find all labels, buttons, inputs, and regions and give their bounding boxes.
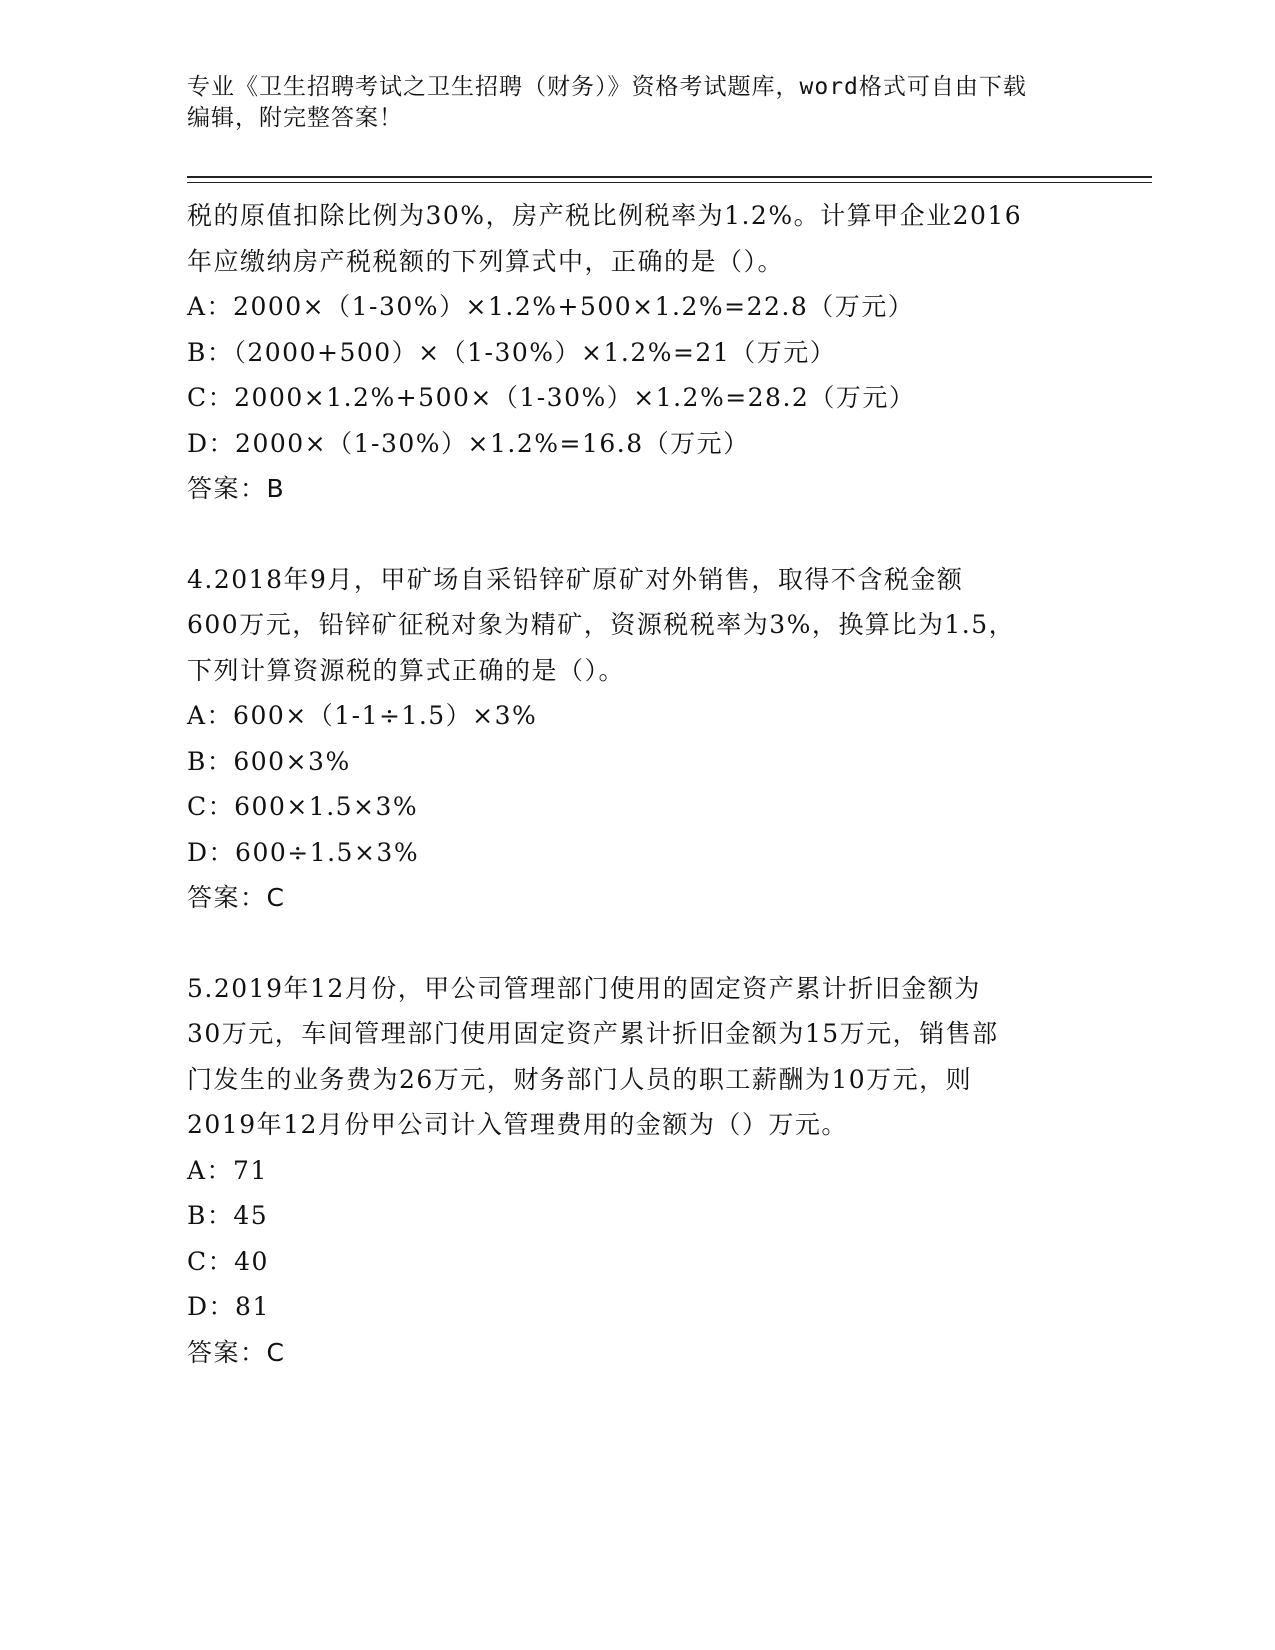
question-stem-line: 年应缴纳房产税税额的下列算式中，正确的是（）。 <box>187 246 785 276</box>
question-3 <box>187 193 1087 512</box>
option-a: A：2000×（1-30%）×1.2%+500×1.2%=22.8（万元） <box>187 292 915 321</box>
question-stem-line: 4.2018年9月，甲矿场自采铅锌矿原矿对外销售，取得不含税金额 <box>187 564 964 594</box>
question-stem-line: 下列计算资源税的算式正确的是（）。 <box>187 655 626 685</box>
header-line-1: 专业《卫生招聘考试之卫生招聘（财务）》资格考试题库，word格式可自由下载 <box>187 74 1027 100</box>
option-d: D：600÷1.5×3% <box>187 837 420 867</box>
option-d: D：81 <box>187 1292 270 1321</box>
question-4 <box>187 557 1087 921</box>
option-c: C：40 <box>187 1246 269 1276</box>
question-stem-line: 税的原值扣除比例为30%，房产税比例税率为1.2%。计算甲企业2016 <box>187 201 1023 230</box>
option-a: A：71 <box>187 1155 268 1185</box>
answer-text: 答案：C <box>187 1337 286 1367</box>
answer-text: 答案：C <box>187 883 286 912</box>
document-header <box>187 72 1087 134</box>
question-stem-line: 600万元，铅锌矿征税对象为精矿，资源税税率为3%，换算比为1.5， <box>187 610 1016 639</box>
option-b: B：（2000+500）×（1-30%）×1.2%=21（万元） <box>187 337 837 367</box>
question-stem-line: 30万元，车间管理部门使用固定资产累计折旧金额为15万元，销售部 <box>187 1019 999 1048</box>
header-divider-thin <box>187 182 1152 183</box>
question-list <box>187 193 1087 1375</box>
answer-text: 答案：B <box>187 474 286 503</box>
option-c: C：600×1.5×3% <box>187 792 419 821</box>
question-stem-line: 2019年12月份甲公司计入管理费用的金额为（）万元。 <box>187 1110 848 1139</box>
option-b: B：45 <box>187 1201 269 1230</box>
header-line-2: 编辑，附完整答案！ <box>187 105 403 131</box>
option-b: B：600×3% <box>187 746 351 776</box>
option-d: D：2000×（1-30%）×1.2%=16.8（万元） <box>187 428 750 458</box>
question-stem-line: 门发生的业务费为26万元，财务部门人员的职工薪酬为10万元，则 <box>187 1064 973 1094</box>
question-stem-line: 5.2019年12月份，甲公司管理部门使用的固定资产累计折旧金额为 <box>187 973 981 1003</box>
question-5 <box>187 966 1087 1376</box>
option-a: A：600×（1-1÷1.5）×3% <box>187 701 538 730</box>
header-divider-thick <box>187 176 1152 178</box>
option-c: C：2000×1.2%+500×（1-30%）×1.2%=28.2（万元） <box>187 383 916 412</box>
